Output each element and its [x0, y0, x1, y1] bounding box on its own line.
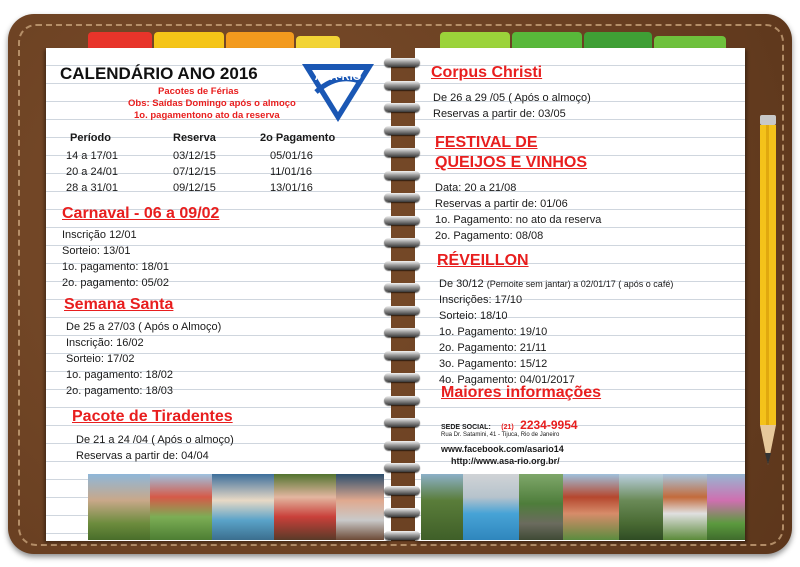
col-reserva: Reserva: [173, 132, 216, 144]
col-2o-pagamento: 2o Pagamento: [260, 132, 336, 144]
semana-santa-line: Sorteio: 17/02: [66, 353, 135, 365]
photo-lodge: [663, 474, 707, 540]
col-periodo: Período: [70, 132, 111, 144]
semana-santa-line: 1o. pagamento: 18/02: [66, 369, 174, 381]
tiradentes-line: De 21 a 24 /04 ( Após o almoço): [76, 434, 234, 446]
address: Rua Dr. Satamini, 41 - Tijuca, Rio de Janeiro: [441, 432, 560, 438]
festival-line: 1o. Pagamento: no ato da reserva: [435, 214, 602, 226]
table-cell: 05/01/16: [270, 150, 313, 162]
festival-heading-2: QUEIJOS E VINHOS: [435, 154, 588, 171]
reveillon-first-main: De 30/12: [439, 278, 484, 290]
facebook-link[interactable]: www.facebook.com/asario14: [441, 444, 564, 454]
spiral-ring: [384, 261, 420, 270]
ferias-pagamento: 1o. pagamentono ato da reserva: [134, 110, 280, 121]
semana-santa-line: Inscrição: 16/02: [66, 337, 144, 349]
spiral-ring: [384, 306, 420, 315]
photo-hotel: [563, 474, 619, 540]
table-cell: 14 a 17/01: [66, 150, 118, 162]
table-cell: 07/12/15: [173, 166, 216, 178]
spiral-ring: [384, 216, 420, 225]
spiral-ring: [384, 328, 420, 337]
corpus-heading: Corpus Christi: [431, 64, 543, 81]
festival-line: Data: 20 a 21/08: [435, 182, 517, 194]
tab-green-light: [440, 32, 510, 48]
tab-red: [88, 32, 152, 48]
reveillon-heading: RÉVEILLON: [437, 252, 529, 269]
spiral-ring: [384, 283, 420, 292]
spiral-ring: [384, 373, 420, 382]
festival-heading-1: FESTIVAL DE: [435, 134, 538, 151]
table-cell: 20 a 24/01: [66, 166, 118, 178]
spiral-ring: [384, 418, 420, 427]
spiral-ring: [384, 531, 420, 540]
phone-number: 2234-9954: [520, 418, 578, 432]
corpus-line: Reservas a partir de: 03/05: [433, 108, 566, 120]
carnaval-line: 2o. pagamento: 05/02: [62, 277, 170, 289]
reveillon-line: 3o. Pagamento: 15/12: [439, 358, 548, 370]
photo-flowers: [707, 474, 745, 540]
festival-line: Reservas a partir de: 01/06: [435, 198, 568, 210]
spiral-ring: [384, 81, 420, 90]
page-title: CALENDÁRIO ANO 2016: [60, 64, 258, 83]
tiradentes-heading: Pacote de Tiradentes: [72, 408, 233, 425]
carnaval-line: 1o. pagamento: 18/01: [62, 261, 170, 273]
photo-pool-party: [212, 474, 274, 540]
spiral-ring: [384, 441, 420, 450]
phone-ddd: (21): [501, 424, 514, 431]
asa-rio-logo: [298, 62, 378, 124]
tab-green-dark: [584, 32, 652, 48]
semana-santa-heading: Semana Santa: [64, 296, 174, 313]
spiral-ring: [384, 396, 420, 405]
photo-group: [336, 474, 384, 540]
spiral-ring: [384, 148, 420, 157]
info-heading: Maiores informações: [441, 384, 602, 401]
spiral-ring: [384, 58, 420, 67]
semana-santa-line: De 25 a 27/03 ( Após o Almoço): [66, 321, 222, 333]
table-cell: 11/01/16: [270, 166, 313, 178]
ferias-obs: Obs: Saídas Domingo após o almoço: [128, 98, 296, 109]
spiral-ring: [384, 193, 420, 202]
tab-green: [512, 32, 582, 48]
reveillon-line: Sorteio: 18/10: [439, 310, 508, 322]
table-cell: 28 a 31/01: [66, 182, 118, 194]
reveillon-first-line: [439, 278, 673, 290]
carnaval-line: Sorteio: 13/01: [62, 245, 131, 257]
spiral-ring: [384, 486, 420, 495]
tiradentes-line: Reservas a partir de: 04/04: [76, 450, 209, 462]
right-page: [415, 48, 745, 541]
photo-building: [88, 474, 150, 540]
photo-pool: [463, 474, 519, 540]
semana-santa-line: 2o. pagamento: 18/03: [66, 385, 174, 397]
carnaval-line: Inscrição 12/01: [62, 229, 137, 241]
spiral-ring: [384, 103, 420, 112]
reveillon-line: 1o. Pagamento: 19/10: [439, 326, 548, 338]
photo-mountain: [619, 474, 663, 540]
tab-yellow: [154, 32, 224, 48]
spiral-ring: [384, 126, 420, 135]
photo-river: [519, 474, 563, 540]
table-cell: 03/12/15: [173, 150, 216, 162]
reveillon-line: 2o. Pagamento: 21/11: [439, 342, 547, 354]
spiral-ring: [384, 238, 420, 247]
corpus-line: De 26 a 29 /05 ( Após o almoço): [433, 92, 591, 104]
reveillon-line: Inscrições: 17/10: [439, 294, 523, 306]
reveillon-first-detail: (Pernoite sem jantar) a 02/01/17 ( após o café): [486, 279, 674, 289]
table-cell: 09/12/15: [173, 182, 216, 194]
spiral-ring: [384, 508, 420, 517]
tab-orange: [226, 32, 294, 48]
ferias-heading: Pacotes de Férias: [158, 86, 239, 97]
logo-text: ASA-RIO: [314, 71, 362, 83]
photo-forest: [421, 474, 463, 540]
spiral-ring: [384, 171, 420, 180]
spiral-ring: [384, 463, 420, 472]
carnaval-heading: Carnaval - 06 a 09/02: [62, 205, 220, 222]
photo-people: [274, 474, 336, 540]
sede-label: SEDE SOCIAL:: [441, 424, 491, 431]
photo-playground: [150, 474, 212, 540]
pencil-icon: [758, 115, 778, 470]
reveillon-line: 4o. Pagamento: 04/01/2017: [439, 374, 575, 386]
website-link[interactable]: http://www.asa-rio.org.br/: [451, 456, 560, 466]
table-cell: 13/01/16: [270, 182, 313, 194]
festival-line: 2o. Pagamento: 08/08: [435, 230, 544, 242]
spiral-ring: [384, 351, 420, 360]
